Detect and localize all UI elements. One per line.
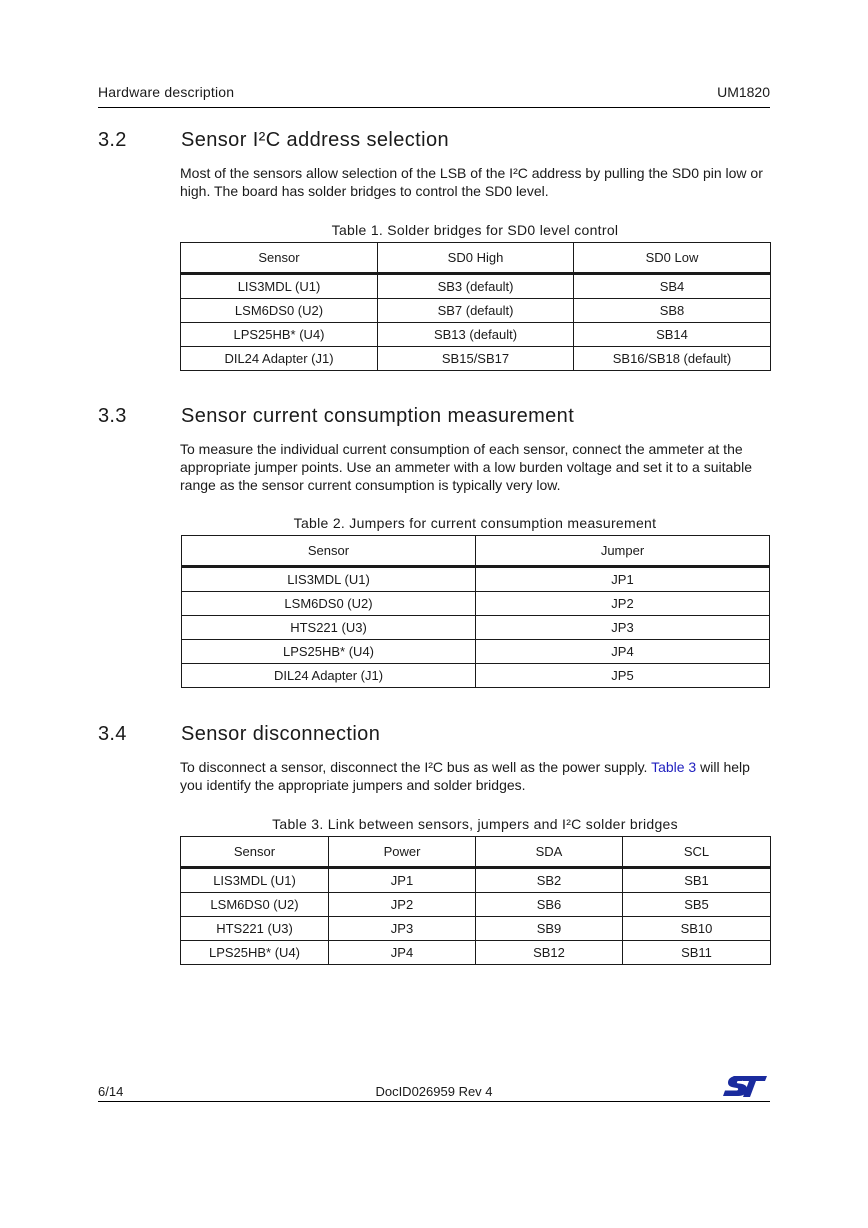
table-cell: SB10 (623, 917, 771, 941)
footer-divider (98, 1101, 770, 1102)
table-cell: SB1 (623, 868, 771, 893)
table-cell: JP1 (476, 567, 770, 592)
section-title: Sensor I²C address selection (181, 129, 449, 151)
st-logo-icon (723, 1073, 769, 1104)
table-row (182, 640, 770, 664)
table-header-cell: SD0 Low (574, 243, 771, 274)
table-cell: JP3 (476, 616, 770, 640)
table-header-cell: SD0 High (378, 243, 574, 274)
table-header-cell: Power (329, 837, 476, 868)
table-cell: JP2 (476, 592, 770, 616)
table-cell: JP1 (329, 868, 476, 893)
table-cell: LIS3MDL (U1) (182, 567, 476, 592)
table-cell: SB2 (476, 868, 623, 893)
table-cell: LSM6DS0 (U2) (182, 592, 476, 616)
jumpers-table (181, 535, 770, 688)
table-cell: JP3 (329, 917, 476, 941)
table-row (182, 616, 770, 640)
table-3-link[interactable]: Table 3 (651, 759, 697, 775)
table-row (182, 592, 770, 616)
table-header-row (181, 837, 771, 868)
paragraph-text: will help you identify the appropriate jumpers and solder bridges. (180, 759, 750, 793)
table-cell: LPS25HB* (U4) (181, 941, 329, 965)
table-cell: SB8 (574, 299, 771, 323)
table-cell: SB5 (623, 893, 771, 917)
table-row (181, 868, 771, 893)
table-row (181, 323, 771, 347)
section-paragraph: To measure the individual current consumption of each sensor, connect the ammeter at the appropriate jumper points. Use an ammeter with a low burden voltage and set it to a suitable range as the sensor current consumption is typically very low. (180, 441, 752, 493)
table-caption: Table 3. Link between sensors, jumpers and I²C solder bridges (272, 816, 678, 832)
table-cell: SB13 (default) (378, 323, 574, 347)
table-header-cell: Sensor (182, 536, 476, 567)
document-code: UM1820 (717, 84, 770, 100)
solder-bridges-table (180, 242, 771, 371)
table-row (181, 347, 771, 371)
paragraph-text: To disconnect a sensor, disconnect the I²C bus as well as the power supply. (180, 759, 652, 775)
table-row (181, 299, 771, 323)
document-id: DocID026959 Rev 4 (375, 1084, 493, 1099)
section-title: Sensor current consumption measurement (181, 405, 575, 427)
table-cell: LSM6DS0 (U2) (181, 299, 378, 323)
table-cell: LIS3MDL (U1) (181, 274, 378, 299)
section-number: 3.3 (98, 405, 127, 427)
running-header-title: Hardware description (98, 84, 235, 100)
table-cell: SB9 (476, 917, 623, 941)
table-cell: LPS25HB* (U4) (182, 640, 476, 664)
table-cell: SB11 (623, 941, 771, 965)
table-row (181, 941, 771, 965)
section-title: Sensor disconnection (181, 723, 381, 745)
table-row (182, 664, 770, 688)
table-header-row (181, 243, 771, 274)
section-number: 3.2 (98, 129, 127, 151)
table-cell: HTS221 (U3) (181, 917, 329, 941)
table-cell: SB16/SB18 (default) (574, 347, 771, 371)
table-header-cell: Sensor (181, 837, 329, 868)
table-row (181, 274, 771, 299)
table-cell: SB4 (574, 274, 771, 299)
table-header-row (182, 536, 770, 567)
table-cell: JP4 (476, 640, 770, 664)
table-cell: SB6 (476, 893, 623, 917)
table-cell: LSM6DS0 (U2) (181, 893, 329, 917)
section-paragraph: Most of the sensors allow selection of the LSB of the I²C address by pulling the SD0 pin low or high. The board has solder bridges to control the SD0 level. (180, 165, 763, 199)
table-cell: SB14 (574, 323, 771, 347)
section-number: 3.4 (98, 723, 127, 745)
table-header-cell: Jumper (476, 536, 770, 567)
table-header-cell: SDA (476, 837, 623, 868)
table-cell: HTS221 (U3) (182, 616, 476, 640)
table-cell: JP2 (329, 893, 476, 917)
table-row (181, 893, 771, 917)
table-cell: JP4 (329, 941, 476, 965)
table-cell: SB3 (default) (378, 274, 574, 299)
table-cell: LPS25HB* (U4) (181, 323, 378, 347)
table-cell: SB15/SB17 (378, 347, 574, 371)
table-caption: Table 2. Jumpers for current consumption measurement (293, 515, 657, 531)
table-cell: LIS3MDL (U1) (181, 868, 329, 893)
section-paragraph (180, 758, 772, 794)
header-divider (98, 107, 770, 108)
table-caption: Table 1. Solder bridges for SD0 level control (331, 222, 619, 238)
sensor-links-table (180, 836, 771, 965)
table-cell: JP5 (476, 664, 770, 688)
table-row (181, 917, 771, 941)
table-cell: DIL24 Adapter (J1) (181, 347, 378, 371)
table-cell: DIL24 Adapter (J1) (182, 664, 476, 688)
table-row (182, 567, 770, 592)
table-cell: SB7 (default) (378, 299, 574, 323)
table-header-cell: SCL (623, 837, 771, 868)
page-number: 6/14 (98, 1084, 124, 1099)
table-cell: SB12 (476, 941, 623, 965)
table-header-cell: Sensor (181, 243, 378, 274)
